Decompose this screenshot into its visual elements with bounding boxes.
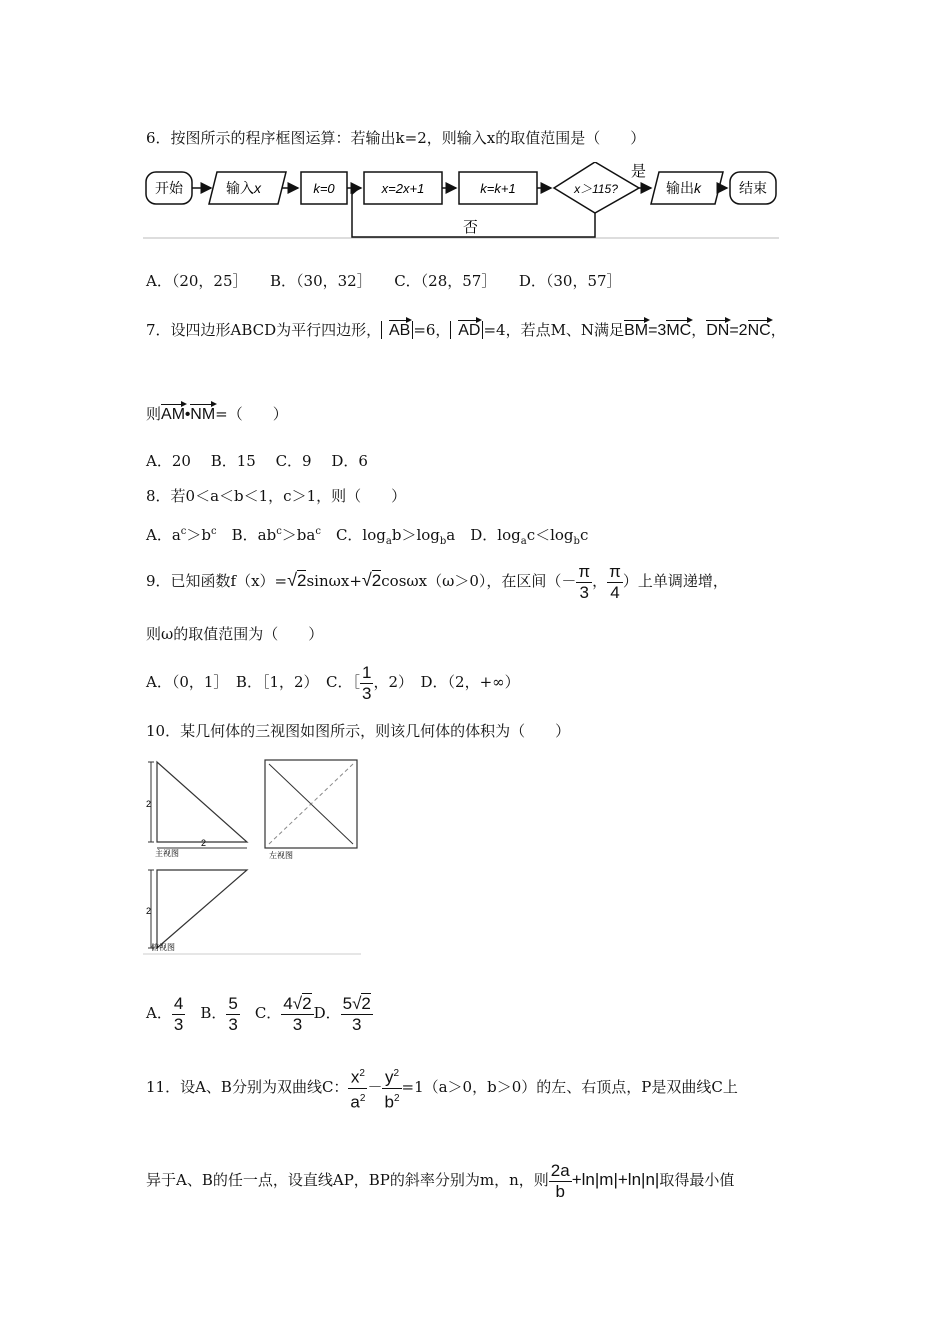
q7-stem-pre: 7．设四边形ABCD为平行四边形，	[146, 321, 382, 339]
flow-output-prefix: 输出	[666, 180, 694, 196]
sqrt-icon: √	[361, 570, 372, 590]
front-view	[146, 762, 247, 858]
top-view-label: 俯视图	[151, 943, 175, 952]
flow-no-label: 否	[463, 219, 479, 236]
q7-options: A．20 B．15 C．9 D．6	[146, 452, 368, 470]
q7-ab-value: =6，	[413, 321, 451, 339]
q11-line2: 异于A、B的任一点，设直线AP，BP的斜率分别为m，n，则 $\frac{2a}{b}$ +ln|m|+ln|n|取得最小值	[146, 1160, 735, 1201]
vector-nm: NM	[190, 402, 215, 425]
top-view	[146, 870, 247, 952]
q8-stem: 8．若0＜a＜b＜1，c＞1，则（ ）	[146, 487, 407, 505]
fraction-5-3: $\frac{5}{3}$	[228, 993, 238, 1034]
vector-nc: NC	[748, 318, 771, 341]
fraction-pi-4: $\frac{\pi}{4}$	[609, 561, 621, 602]
q7-end: ，	[770, 321, 786, 339]
q7-line2-pre: 则	[146, 405, 162, 423]
svg-text:2: 2	[146, 799, 152, 809]
fraction-x2-a2: $\frac{x^2}{a^2}$	[348, 1064, 367, 1112]
vector-ab: AB	[389, 318, 410, 341]
q10-options: A． $\frac{4}{3}$ B． $\frac{5}{3}$ C． $\frac{4√2}{3}$ D． $\frac{5√2}{3}$	[146, 993, 371, 1034]
q6-flowchart	[143, 162, 783, 242]
front-view-label: 主视图	[155, 849, 179, 858]
fraction-1-3: $\frac{1}{3}$	[362, 662, 372, 703]
flow-k0-text: k=0	[313, 181, 335, 196]
q7-stem	[146, 318, 786, 341]
vector-am: AM	[161, 402, 185, 425]
q9-stem: 9．已知函数f（x）=√2sinωx+√2cosωx（ω＞0），在区间（－ $\frac{\pi}{3}$ ， $\frac{\pi}{4}$ ）上单调递增，	[146, 561, 728, 602]
flow-condition-text: x＞115?	[574, 182, 618, 196]
fraction-4sqrt2-3: $\frac{4√2}{3}$	[283, 993, 312, 1034]
flow-input-prefix: 输入	[226, 180, 254, 196]
fraction-2a-b: $\frac{2a}{b}$	[550, 1160, 570, 1201]
q11-stem: 11．设A、B分别为双曲线C： $\frac{x^2}{a^2}$ － $\frac{y^2}{b^2}$ =1（a＞0，b＞0）的左、右顶点，P是双曲线C上	[146, 1060, 738, 1114]
svg-text:2: 2	[146, 906, 152, 916]
q10-stem: 10．某几何体的三视图如图所示，则该几何体的体积为（ ）	[146, 722, 571, 740]
svg-text:2: 2	[201, 838, 207, 848]
q7-line2	[146, 402, 288, 425]
svg-text:输入x	[226, 180, 262, 196]
q7-dn-eq: =2	[729, 322, 748, 339]
flow-start-text: 开始	[155, 180, 183, 196]
q6-stem: 6．按图所示的程序框图运算：若输出k=2，则输入x的取值范围是（ ）	[146, 129, 646, 147]
q7-ad-value: =4，若点M、N满足	[483, 321, 625, 339]
svg-text:输出k	[666, 180, 702, 196]
q10-three-views	[143, 756, 363, 958]
q8-options: A．$a^c>b^c$ B．$ab^c>ba^c$ C．$\log_ab>\log_ba$ D．$\log_ac<\log_bc$	[146, 526, 589, 547]
side-view-label: 左视图	[269, 851, 293, 860]
flow-input-var: x	[254, 180, 261, 196]
q7-line2-post: =（ ）	[215, 405, 288, 423]
fraction-pi-3: $\frac{\pi}{3}$	[578, 561, 591, 602]
vector-dn: DN	[706, 318, 729, 341]
flow-yes-label: 是	[631, 163, 647, 180]
vector-ad: AD	[458, 318, 480, 341]
flow-x-update-text: x=2x+1	[381, 181, 425, 196]
q6-options: A．（20，25］ B．（30，32］ C．（28，57］ D．（30，57］	[146, 272, 622, 290]
q9-line2: 则ω的取值范围为（ ）	[146, 625, 324, 643]
vector-mc: MC	[666, 318, 691, 341]
flow-output-var: k	[694, 180, 701, 196]
sqrt-icon: √	[287, 570, 298, 590]
q7-bm-eq: =3	[648, 322, 667, 339]
fraction-5sqrt2-3: $\frac{5√2}{3}$	[342, 993, 371, 1034]
q7-sep: ，	[691, 321, 707, 339]
abs-bar	[381, 321, 387, 339]
vector-bm: BM	[624, 318, 648, 341]
q9-options: A．（0，1］ B．［1，2） C．［ $\frac{1}{3}$ ，2） D．（2，+∞）	[146, 662, 520, 703]
flow-k-update-text: k=k+1	[480, 181, 516, 196]
fraction-y2-b2: $\frac{y^2}{b^2}$	[382, 1064, 401, 1112]
fraction-4-3: $\frac{4}{3}$	[173, 993, 184, 1034]
dot-product: •	[185, 406, 191, 423]
flow-end-text: 结束	[739, 180, 767, 196]
side-view	[265, 760, 357, 860]
